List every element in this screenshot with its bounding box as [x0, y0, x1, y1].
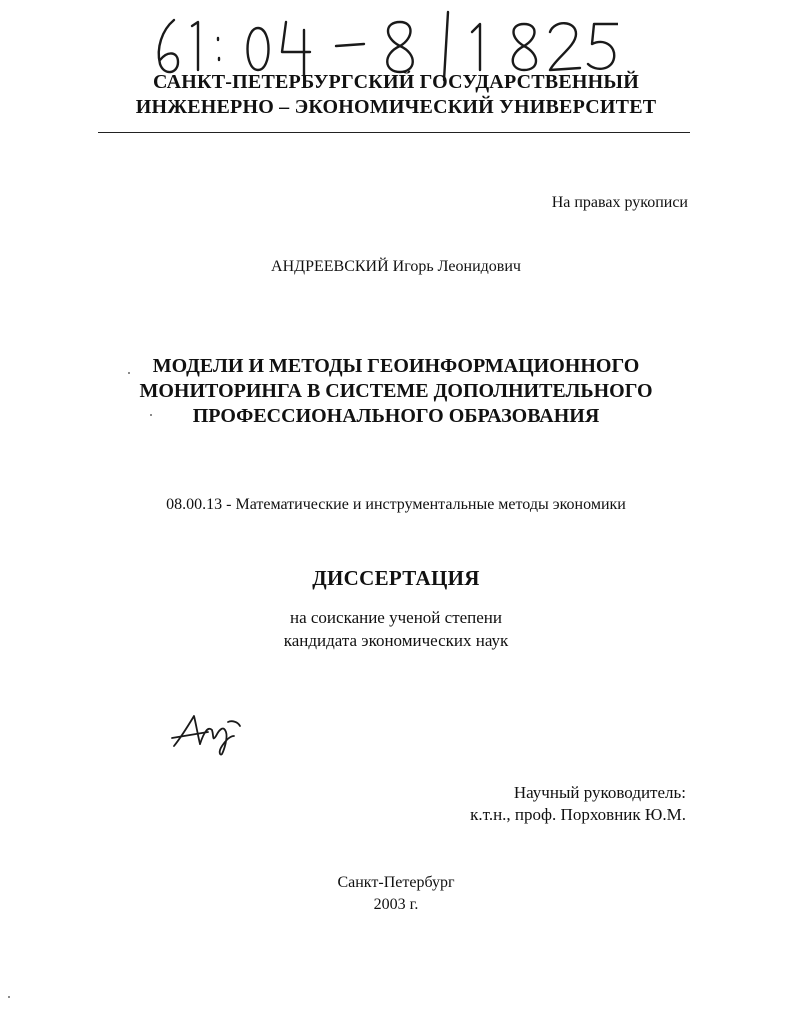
- thesis-title-line3: ПРОФЕССИОНАЛЬНОГО ОБРАЗОВАНИЯ: [192, 405, 600, 427]
- document-genre: ДИССЕРТАЦИЯ: [312, 566, 480, 590]
- scan-speck: [128, 372, 130, 374]
- thesis-title-line2: МОНИТОРИНГА В СИСТЕМЕ ДОПОЛНИТЕЛЬНОГО: [139, 380, 653, 402]
- year: 2003 г.: [373, 896, 419, 913]
- university-name-line2: ИНЖЕНЕРНО – ЭКОНОМИЧЕСКИЙ УНИВЕРСИТЕТ: [135, 96, 657, 118]
- city: Санкт-Петербург: [337, 874, 455, 891]
- thesis-title-line1: МОДЕЛИ И МЕТОДЫ ГЕОИНФОРМАЦИОННОГО: [152, 355, 640, 377]
- rights-note: На правах рукописи: [551, 194, 688, 211]
- author-name: АНДРЕЕВСКИЙ Игорь Леонидович: [271, 258, 521, 275]
- degree-line2: кандидата экономических наук: [283, 631, 509, 650]
- supervisor-name: к.т.н., проф. Порховник Ю.М.: [470, 805, 686, 824]
- thesis-title: [0, 354, 792, 429]
- author-signature: [168, 706, 246, 758]
- scientific-supervisor: [470, 782, 686, 826]
- header-divider: [98, 132, 690, 133]
- degree-line1: на соискание ученой степени: [289, 608, 503, 627]
- university-name-line1: САНКТ-ПЕТЕРБУРГСКИЙ ГОСУДАРСТВЕННЫЙ: [153, 71, 639, 93]
- scan-speck: [150, 414, 152, 416]
- supervisor-label: Научный руководитель:: [513, 783, 686, 802]
- scan-speck: [8, 996, 10, 998]
- degree-statement: [0, 606, 792, 652]
- specialty-code: 08.00.13 - Математические и инструментальные методы экономики: [166, 496, 626, 513]
- place-and-year: [0, 872, 792, 916]
